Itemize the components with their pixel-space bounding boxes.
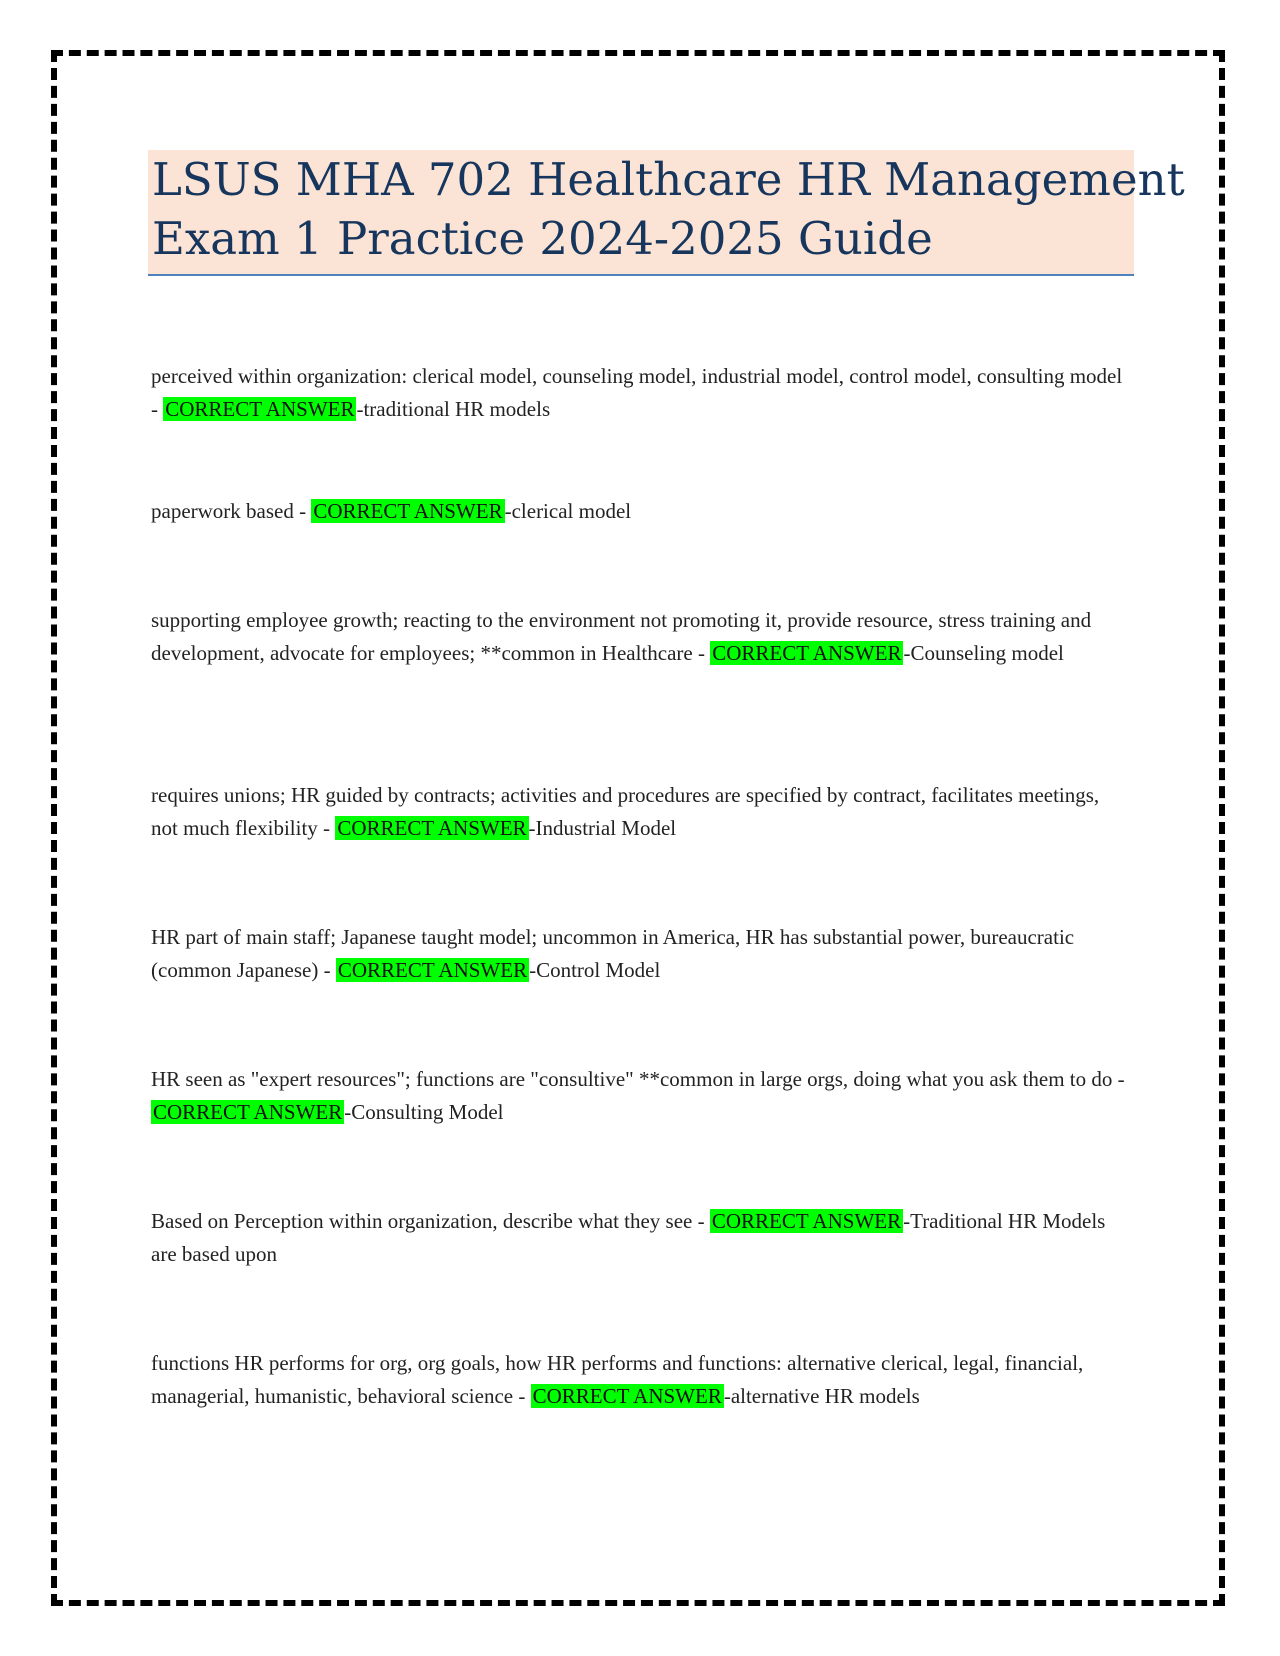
correct-answer-highlight: CORRECT ANSWER [711, 1209, 902, 1233]
qa-entry [151, 604, 1131, 670]
question-text: supporting employee growth; reacting to the environment not promoting it, provide resource, stress training and development, advocate for employees; **common in Healthcare - [151, 608, 1092, 665]
question-text: requires unions; HR guided by contracts; activities and procedures are specified by contract, facilitates meetings, not much flexibility - [151, 783, 1100, 840]
qa-entry [151, 1063, 1131, 1129]
answer-text: -Control Model [529, 958, 661, 982]
answer-text: -traditional HR models [356, 397, 551, 421]
answer-text: -clerical model [504, 499, 632, 523]
title-line-1: LSUS MHA 702 Healthcare HR Management [152, 153, 1185, 206]
question-text: perceived within organization: clerical model, counseling model, industrial model, control model, consulting model - [151, 364, 1123, 421]
answer-text: -Counseling model [903, 641, 1064, 665]
title-line-2: Exam 1 Practice 2024-2025 Guide [152, 212, 933, 265]
qa-entry [151, 360, 1131, 426]
correct-answer-highlight: CORRECT ANSWER [313, 499, 503, 523]
answer-text: -Consulting Model [344, 1100, 504, 1124]
answer-text: -alternative HR models [723, 1384, 920, 1408]
qa-entry [151, 779, 1131, 845]
correct-answer-highlight: CORRECT ANSWER [532, 1384, 722, 1408]
correct-answer-highlight: CORRECT ANSWER [337, 958, 528, 982]
document-title [148, 150, 1185, 276]
qa-entry [151, 1205, 1131, 1271]
question-text: functions HR performs for org, org goals, how HR performs and functions: alternative clerical, legal, financial, managerial, humanistic, behavioral science - [151, 1351, 1084, 1408]
answer-text: -Traditional HR Models are based upon [151, 1209, 1106, 1266]
question-text: HR seen as "expert resources"; functions are "consultive" **common in large orgs, doing what you ask them to do - [151, 1067, 1125, 1091]
answer-text: -Industrial Model [528, 816, 677, 840]
correct-answer-highlight: CORRECT ANSWER [153, 1100, 343, 1124]
correct-answer-highlight: CORRECT ANSWER [712, 641, 902, 665]
question-text: Based on Perception within organization, describe what they see - [151, 1209, 710, 1233]
qa-entry [151, 921, 1131, 987]
correct-answer-highlight: CORRECT ANSWER [165, 397, 355, 421]
question-text: HR part of main staff; Japanese taught model; uncommon in America, HR has substantial power, bureaucratic (common Japanese) - [151, 925, 1075, 982]
qa-entry [151, 1347, 1131, 1413]
correct-answer-highlight: CORRECT ANSWER [337, 816, 527, 840]
qa-entry [151, 495, 1131, 528]
question-text: paperwork based - [151, 499, 312, 523]
